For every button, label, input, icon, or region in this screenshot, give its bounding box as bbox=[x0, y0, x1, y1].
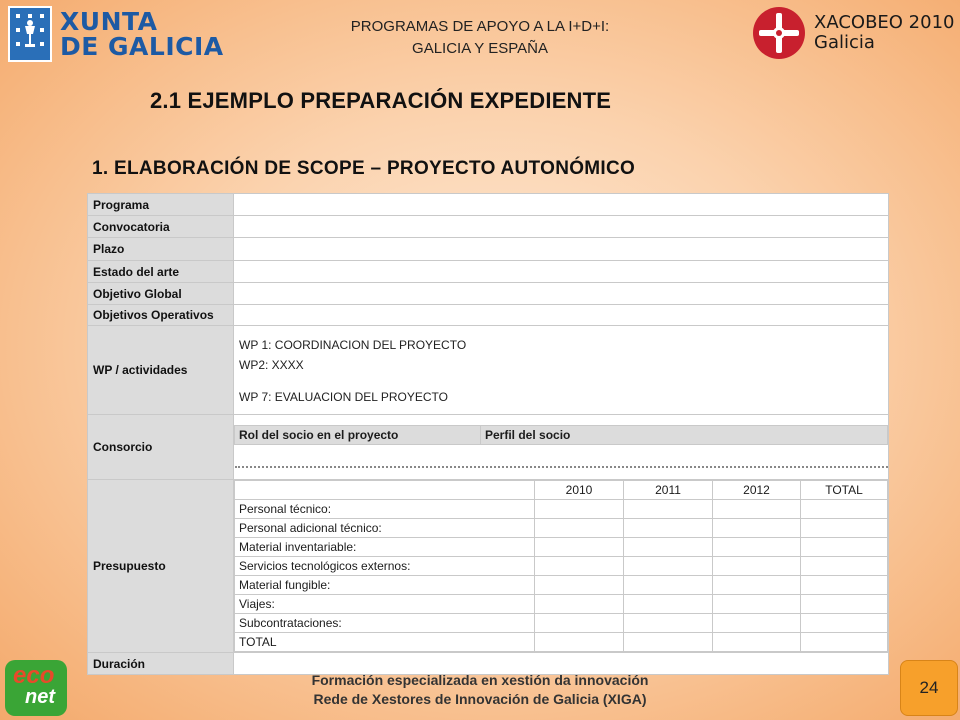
budget-cell[interactable] bbox=[624, 614, 713, 633]
label-consorcio: Consorcio bbox=[88, 415, 234, 480]
econet-logo-net: net bbox=[25, 686, 55, 708]
label-plazo: Plazo bbox=[88, 238, 234, 261]
header-title-line2: GALICIA Y ESPAÑA bbox=[412, 40, 548, 57]
row-convocatoria bbox=[88, 216, 889, 238]
budget-cell[interactable] bbox=[535, 614, 624, 633]
wp-list bbox=[239, 331, 883, 409]
dotted-separator bbox=[235, 446, 888, 468]
xunta-line2: DE GALICIA bbox=[60, 32, 224, 61]
xacobeo-wordmark bbox=[814, 13, 954, 53]
consorcio-header-rol: Rol del socio en el proyecto bbox=[235, 426, 481, 445]
budget-cell[interactable] bbox=[624, 595, 713, 614]
xunta-line1: XUNTA bbox=[60, 7, 158, 36]
budget-header-2012: 2012 bbox=[713, 481, 801, 500]
label-duracion: Duración bbox=[88, 653, 234, 675]
budget-cell[interactable] bbox=[713, 576, 801, 595]
budget-item-label: Servicios tecnológicos externos: bbox=[235, 557, 535, 576]
value-consorcio bbox=[234, 415, 889, 480]
budget-row bbox=[235, 500, 888, 519]
label-objetivos-operativos: Objetivos Operativos bbox=[88, 305, 234, 326]
row-objetivos-operativos bbox=[88, 305, 889, 326]
header-title bbox=[290, 16, 670, 60]
budget-cell[interactable] bbox=[801, 500, 888, 519]
xunta-logo bbox=[8, 6, 224, 62]
consorcio-row[interactable] bbox=[235, 445, 888, 469]
consorcio-header-perfil: Perfil del socio bbox=[481, 426, 888, 445]
econet-logo bbox=[5, 660, 67, 716]
budget-row bbox=[235, 595, 888, 614]
row-estado bbox=[88, 261, 889, 283]
econet-logo-eco: eco bbox=[13, 662, 55, 689]
budget-cell[interactable] bbox=[624, 557, 713, 576]
galicia-shield-icon bbox=[8, 6, 52, 62]
budget-table bbox=[234, 480, 888, 652]
row-programa bbox=[88, 194, 889, 216]
consorcio-table bbox=[234, 425, 888, 469]
budget-cell[interactable] bbox=[624, 500, 713, 519]
budget-item-label: Material fungible: bbox=[235, 576, 535, 595]
budget-cell[interactable] bbox=[801, 538, 888, 557]
row-wp bbox=[88, 326, 889, 415]
label-objetivo-global: Objetivo Global bbox=[88, 283, 234, 305]
label-wp-actividades: WP / actividades bbox=[88, 326, 234, 415]
budget-cell[interactable] bbox=[535, 500, 624, 519]
xacobeo-cross-icon bbox=[752, 6, 806, 60]
label-presupuesto: Presupuesto bbox=[88, 480, 234, 653]
footer-line2: Rede de Xestores de Innovación de Galicia (XIGA) bbox=[313, 691, 647, 707]
value-objetivos-operativos[interactable] bbox=[234, 305, 889, 326]
budget-header-2010: 2010 bbox=[535, 481, 624, 500]
budget-cell[interactable] bbox=[713, 614, 801, 633]
budget-cell[interactable] bbox=[713, 538, 801, 557]
value-plazo[interactable] bbox=[234, 238, 889, 261]
budget-header-blank bbox=[235, 481, 535, 500]
budget-cell[interactable] bbox=[535, 595, 624, 614]
value-estado-del-arte[interactable] bbox=[234, 261, 889, 283]
value-presupuesto bbox=[234, 480, 889, 653]
row-presupuesto bbox=[88, 480, 889, 653]
row-plazo bbox=[88, 238, 889, 261]
budget-row bbox=[235, 614, 888, 633]
budget-cell[interactable] bbox=[801, 519, 888, 538]
xacobeo-logo bbox=[752, 6, 954, 60]
budget-cell[interactable] bbox=[535, 633, 624, 652]
scope-table bbox=[87, 193, 889, 675]
budget-cell[interactable] bbox=[713, 519, 801, 538]
budget-row bbox=[235, 557, 888, 576]
budget-item-label: Viajes: bbox=[235, 595, 535, 614]
budget-item-label: TOTAL bbox=[235, 633, 535, 652]
budget-header-row bbox=[235, 481, 888, 500]
budget-item-label: Personal técnico: bbox=[235, 500, 535, 519]
budget-cell[interactable] bbox=[801, 576, 888, 595]
budget-cell[interactable] bbox=[801, 633, 888, 652]
xacobeo-line2: Galicia bbox=[814, 32, 875, 53]
budget-cell[interactable] bbox=[801, 614, 888, 633]
row-consorcio bbox=[88, 415, 889, 480]
budget-row bbox=[235, 576, 888, 595]
budget-item-label: Personal adicional técnico: bbox=[235, 519, 535, 538]
budget-item-label: Subcontrataciones: bbox=[235, 614, 535, 633]
xunta-wordmark bbox=[60, 9, 224, 59]
budget-row bbox=[235, 633, 888, 652]
budget-cell[interactable] bbox=[624, 519, 713, 538]
section-title: 1. ELABORACIÓN DE SCOPE – PROYECTO AUTONÓMICO bbox=[92, 158, 636, 179]
value-programa[interactable] bbox=[234, 194, 889, 216]
budget-cell[interactable] bbox=[624, 538, 713, 557]
xacobeo-line1: XACOBEO 2010 bbox=[814, 12, 955, 33]
wp-spacer bbox=[239, 375, 883, 387]
row-objetivo-global bbox=[88, 283, 889, 305]
budget-cell[interactable] bbox=[535, 538, 624, 557]
footer-line1: Formación especializada en xestión da innovación bbox=[311, 672, 649, 688]
budget-cell[interactable] bbox=[624, 633, 713, 652]
label-estado-del-arte: Estado del arte bbox=[88, 261, 234, 283]
value-wp-actividades[interactable] bbox=[234, 326, 889, 415]
wp-line-2: WP2: XXXX bbox=[239, 358, 304, 372]
budget-cell[interactable] bbox=[624, 576, 713, 595]
budget-cell[interactable] bbox=[713, 557, 801, 576]
budget-header-2011: 2011 bbox=[624, 481, 713, 500]
main-title: 2.1 EJEMPLO PREPARACIÓN EXPEDIENTE bbox=[150, 88, 612, 113]
label-convocatoria: Convocatoria bbox=[88, 216, 234, 238]
budget-cell[interactable] bbox=[713, 500, 801, 519]
budget-cell[interactable] bbox=[713, 633, 801, 652]
budget-row bbox=[235, 519, 888, 538]
header-title-line1: PROGRAMAS DE APOYO A LA I+D+I: bbox=[350, 18, 610, 35]
value-convocatoria[interactable] bbox=[234, 216, 889, 238]
wp-line-3: WP 7: EVALUACION DEL PROYECTO bbox=[239, 390, 448, 404]
budget-cell[interactable] bbox=[713, 595, 801, 614]
budget-cell[interactable] bbox=[535, 576, 624, 595]
page-number-badge: 24 bbox=[900, 660, 958, 716]
budget-cell[interactable] bbox=[801, 557, 888, 576]
budget-item-label: Material inventariable: bbox=[235, 538, 535, 557]
budget-cell[interactable] bbox=[535, 519, 624, 538]
label-programa: Programa bbox=[88, 194, 234, 216]
budget-header-total: TOTAL bbox=[801, 481, 888, 500]
wp-line-1: WP 1: COORDINACION DEL PROYECTO bbox=[239, 338, 467, 352]
budget-cell[interactable] bbox=[535, 557, 624, 576]
value-objetivo-global[interactable] bbox=[234, 283, 889, 305]
budget-cell[interactable] bbox=[801, 595, 888, 614]
footer-text bbox=[230, 671, 730, 709]
budget-row bbox=[235, 538, 888, 557]
